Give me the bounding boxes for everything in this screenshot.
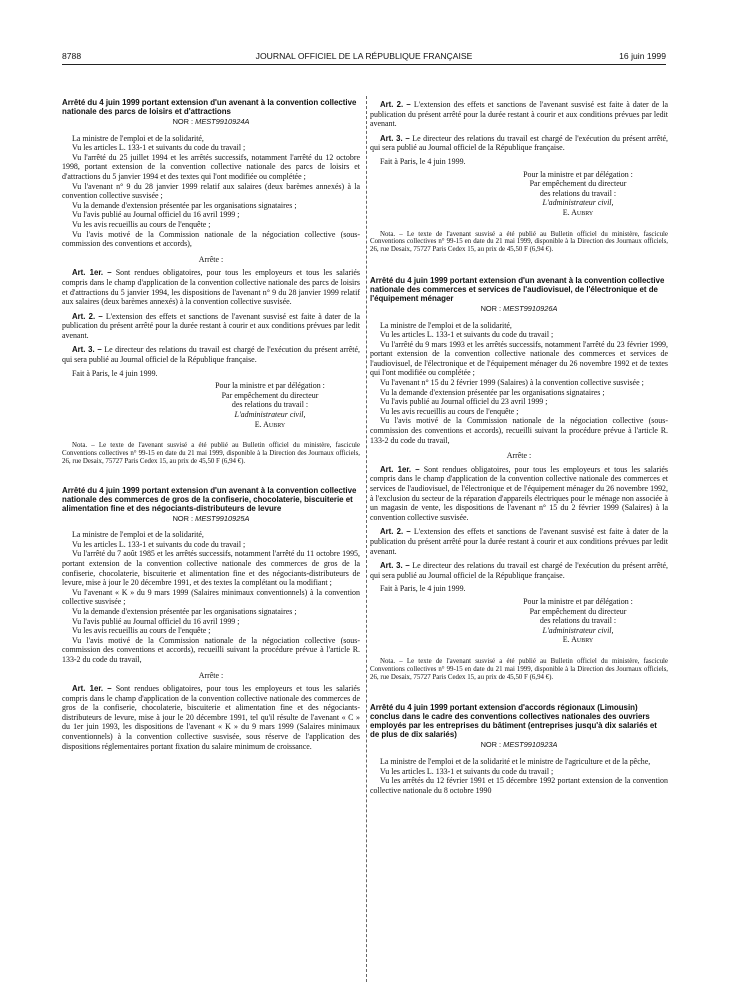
signature-line: Par empêchement du directeur bbox=[221, 390, 319, 400]
article-text: Le directeur des relations du travail est chargé de l'exécution du présent arrêté, qui sera publié au Journal officiel de la République française. bbox=[370, 561, 668, 580]
nota-note: Nota. – Le texte de l'avenant susvisé a été publié au Bulletin officiel du ministère, fascicule Conventions collectives n° 99-15 en date du 21 mai 1999, disponible à la Direction des Journaux officiels, 26, rue Desaix, 75727 Paris Cedex 15, au prix de 45,50 F (6,94 €). bbox=[62, 442, 360, 465]
signature-line: Par empêchement du directeur bbox=[529, 606, 627, 616]
visa-line: Vu les articles L. 133-1 et suivants du code du travail ; bbox=[380, 766, 554, 776]
nor-reference bbox=[370, 304, 668, 314]
signature-line: L'administrateur civil, bbox=[234, 410, 306, 420]
article-1 bbox=[62, 268, 360, 306]
nor-code: MEST9910925A bbox=[195, 513, 250, 523]
article-label: Art. 2. – bbox=[380, 527, 411, 537]
visa-line: Vu l'avenant n° 15 du 2 février 1999 (Salaires) à la convention collective susvisée ; bbox=[380, 378, 644, 388]
article-text: Le directeur des relations du travail est chargé de l'exécution du présent arrêté, qui sera publié au Journal officiel de la République française. bbox=[370, 133, 668, 153]
signature-block bbox=[488, 597, 668, 645]
signature-line: L'administrateur civil, bbox=[542, 625, 614, 635]
article-2 bbox=[370, 100, 668, 129]
signature-line: Pour la ministre et par délégation : bbox=[523, 169, 633, 179]
article-text: Sont rendues obligatoires, pour tous les employeurs et tous les salariés compris dans le champ d'application de la convention collective nationale des parcs de loisirs et d'attractions du 5 janvier 1994, les dispositions de l'avenant n° 9 du 28 janvier 1999 relatif aux salaires (deux barèmes annexés) à la convention collective susvisée. bbox=[62, 268, 360, 307]
visa-line: Vu la demande d'extension présentée par les organisations signataires ; bbox=[72, 200, 297, 210]
visa-line: Vu l'avis motivé de la Commission nationale de la négociation collective (sous-commission des conventions et accords), recueilli suivant la procédure prévue à l'article R. 133-2 du code du travail, bbox=[62, 635, 360, 664]
ministre-line: La ministre de l'emploi et de la solidarité et le ministre de l'agriculture et de la pêche, bbox=[380, 756, 651, 766]
signature-line: des relations du travail : bbox=[539, 616, 617, 626]
ministre-line: La ministre de l'emploi et de la solidarité, bbox=[380, 320, 512, 330]
article-3 bbox=[370, 134, 668, 153]
visa-line: Vu les avis recueillis au cours de l'enquête ; bbox=[72, 626, 211, 636]
nor-label: NOR : bbox=[172, 513, 194, 523]
decree-commerces-gros-confiserie bbox=[62, 486, 360, 752]
article-label: Art. 1er. – bbox=[72, 684, 112, 694]
page-header bbox=[62, 50, 666, 65]
article-label: Art. 2. – bbox=[72, 311, 103, 321]
decree-parcs-loisirs-continued bbox=[370, 100, 668, 254]
article-text: L'extension des effets et sanctions de l'avenant susvisé est faite à dater de la publication du présent arrêté pour la durée restant à courir et aux conditions prévues par ledit avenant. bbox=[370, 100, 669, 129]
article-3 bbox=[62, 345, 360, 364]
nor-code: MEST9910926A bbox=[503, 303, 558, 313]
nota-note: Nota. – Le texte de l'avenant susvisé a été publié au Bulletin officiel du ministère, fascicule Conventions collectives n° 99-15 en date du 21 mai 1999, disponible à la Direction des Journaux officiels, 26, rue Desaix, 75727 Paris Cedex 15, au prix de 45,50 F (6,94 €). bbox=[370, 657, 668, 681]
issue-date: 16 juin 1999 bbox=[619, 51, 666, 61]
visa-line: Vu l'avis publié au Journal officiel du 23 avril 1999 ; bbox=[380, 397, 548, 407]
decree-title: Arrêté du 4 juin 1999 portant extension d'un avenant à la convention collective nationale des parcs de loisirs et d'attractions bbox=[62, 98, 357, 116]
article-text: L'extension des effets et sanctions de l'avenant susvisé est faite à dater de la publication du présent arrêté pour la durée restant à courir et aux conditions prévues par ledit avenant. bbox=[62, 311, 361, 340]
signature-line: Par empêchement du directeur bbox=[529, 179, 627, 189]
decree-title: Arrêté du 4 juin 1999 portant extension d'accords régionaux (Limousin) conclus dans le cadre des conventions collectives nationales des ouvriers employés par les entreprises du bâtiment (entreprises jusqu'à dix salariés et de plus de dix salariés) bbox=[370, 703, 657, 740]
nor-reference bbox=[62, 117, 360, 127]
visa-line: Vu les articles L. 133-1 et suivants du code du travail ; bbox=[72, 143, 246, 153]
article-2 bbox=[62, 312, 360, 341]
article-1 bbox=[370, 465, 668, 523]
signature-line: L'administrateur civil, bbox=[542, 198, 614, 208]
ministre-line: La ministre de l'emploi et de la solidarité, bbox=[72, 530, 204, 540]
article-text: Le directeur des relations du travail est chargé de l'exécution du présent arrêté, qui sera publié au Journal officiel de la République française. bbox=[62, 345, 360, 365]
article-label: Art. 2. – bbox=[380, 100, 411, 109]
visa-line: Vu les avis recueillis au cours de l'enquête ; bbox=[380, 406, 519, 416]
article-text: L'extension des effets et sanctions de l'avenant susvisé est faite à dater de la publication du présent arrêté pour la durée restant à courir et aux conditions prévues par ledit avenant. bbox=[370, 527, 669, 556]
visa-line: Vu les articles L. 133-1 et suivants du code du travail ; bbox=[380, 330, 554, 340]
signature-block bbox=[180, 381, 360, 429]
article-2 bbox=[370, 527, 668, 556]
nor-reference bbox=[62, 514, 360, 524]
decree-title: Arrêté du 4 juin 1999 portant extension d'un avenant à la convention collective nationale des commerces de gros de la confiserie, chocolaterie, biscuiterie et alimentation fine et des négociants-distributeurs de levure bbox=[62, 485, 357, 513]
article-label: Art. 3. – bbox=[380, 561, 410, 571]
article-label: Art. 3. – bbox=[72, 345, 102, 355]
left-column bbox=[62, 98, 360, 751]
visa-line: Vu la demande d'extension présentée par les organisations signataires ; bbox=[72, 606, 297, 616]
signature-block bbox=[488, 170, 668, 218]
decree-parcs-loisirs bbox=[62, 98, 360, 466]
decree-title: Arrêté du 4 juin 1999 portant extension d'un avenant à la convention collective nationale des commerces et services de l'audiovisuel, de l'électronique et de l'équipement ménager bbox=[370, 275, 665, 303]
nor-label: NOR : bbox=[172, 117, 194, 126]
visa-line: Vu les arrêtés du 12 février 1991 et 15 décembre 1992 portant extension de la convention collective nationale du 8 octobre 1990 bbox=[370, 776, 668, 795]
signature-line: Pour la ministre et par délégation : bbox=[523, 596, 633, 606]
nota-note: Nota. – Le texte de l'avenant susvisé a été publié au Bulletin officiel du ministère, fascicule Conventions collectives n° 99-15 en date du 21 mai 1999, disponible à la Direction des Journaux officiels, 26, rue Desaix, 75727 Paris Cedex 15, au prix de 45,50 F (6,94 €). bbox=[370, 230, 668, 254]
article-3 bbox=[370, 561, 668, 580]
article-label: Art. 3. – bbox=[380, 133, 410, 143]
visa-line: Vu l'avenant « K » du 9 mars 1999 (Salaires minimaux conventionnels) à la convention collective susvisée ; bbox=[62, 587, 360, 607]
visa-line: Vu l'avis motivé de la Commission nationale de la négociation collective (sous-commission des conventions et accords), bbox=[62, 229, 360, 249]
ministre-line: La ministre de l'emploi et de la solidarité, bbox=[72, 133, 204, 143]
visa-line: Vu les articles L. 133-1 et suivants du code du travail ; bbox=[72, 539, 246, 549]
visa-line: Vu l'avis publié au Journal officiel du 16 avril 1999 ; bbox=[72, 210, 240, 220]
nor-reference bbox=[370, 740, 668, 750]
visa-line: Vu l'arrêté du 7 août 1985 et les arrêtés successifs, notamment l'arrêté du 11 octobre 1995, portant extension de la convention collective nationale des commerces de gros de la confiserie, chocolaterie, biscuiterie et alimentation fine et des négociants-distributeurs de levure, mise à jour le 20 décembre 1991, et des textes la complétant ou la modifiant ; bbox=[62, 549, 360, 588]
article-text: Sont rendues obligatoires, pour tous les employeurs et tous les salariés compris dans le champ d'application de la convention collective nationale des commerces et services de l'audiovisuel, de l'électronique et de l'équipement ménager du 26 novembre 1992, à l'exclusion du secteur de la réparation d'appareils électriques pour le ménage non associée à un magasin de vente, les dispositions de l'avenant n° 15 du 2 février 1999 (Salaires) à la convention collective susvisée. bbox=[370, 464, 668, 522]
signature-line: Pour la ministre et par délégation : bbox=[215, 381, 325, 391]
visa-line: Vu la demande d'extension présentée par les organisations signataires ; bbox=[380, 387, 605, 397]
nor-code: MEST9910924A bbox=[195, 117, 250, 126]
arrete-heading: Arrête : bbox=[198, 670, 224, 680]
date-place: Fait à Paris, le 4 juin 1999. bbox=[380, 156, 466, 166]
nor-label: NOR : bbox=[480, 303, 502, 313]
right-column bbox=[370, 100, 668, 795]
article-text: Sont rendues obligatoires, pour tous les employeurs et tous les salariés compris dans le champ d'application de la convention collective nationale des commerces de gros de la confiserie, chocolaterie, biscuiterie et alimentation fine et des négociants-distributeurs de levure, mise à jour le 20 décembre 1991, tel qu'il résulte de l'avenant « C » du 1er juin 1993, les dispositions de l'avenant « K » du 9 mars 1999 (Salaires minimaux conventionnels) à la convention collective susvisée, sous réserve de l'application des dispositions réglementaires portant fixation du salaire minimum de croissance. bbox=[62, 684, 360, 751]
article-label: Art. 1er. – bbox=[72, 268, 112, 278]
signatory-name: E. Aubry bbox=[562, 635, 594, 645]
date-place: Fait à Paris, le 4 juin 1999. bbox=[72, 368, 158, 378]
decree-audiovisuel bbox=[370, 276, 668, 681]
journal-title: JOURNAL OFFICIEL DE LA RÉPUBLIQUE FRANÇAISE bbox=[255, 51, 473, 61]
signature-line: des relations du travail : bbox=[231, 400, 309, 410]
article-label: Art. 1er. – bbox=[380, 464, 420, 474]
article-1 bbox=[62, 684, 360, 751]
visa-line: Vu l'avis motivé de la Commission nationale de la négociation collective (sous-commission des conventions et accords), recueilli suivant la procédure prévue à l'article R. 133-2 du code du travail, bbox=[370, 416, 668, 445]
visa-line: Vu les avis recueillis au cours de l'enquête ; bbox=[72, 219, 211, 229]
column-divider bbox=[366, 96, 367, 982]
visa-line: Vu l'avis publié au Journal officiel du 16 avril 1999 ; bbox=[72, 616, 240, 626]
date-place: Fait à Paris, le 4 juin 1999. bbox=[380, 584, 466, 594]
nor-label: NOR : bbox=[480, 740, 502, 750]
page-number: 8788 bbox=[62, 51, 82, 61]
arrete-heading: Arrête : bbox=[198, 254, 224, 264]
signatory-name: E. Aubry bbox=[562, 207, 594, 217]
arrete-heading: Arrête : bbox=[506, 451, 532, 461]
visa-line: Vu l'arrêté du 9 mars 1993 et les arrêtés successifs, notamment l'arrêté du 23 février 1999, portant extension de la convention collective nationale des commerces et services de l'audiovisuel, de l'électronique et de l'équipement ménager du 26 novembre 1992 et de textes qui l'ont modifiée ou complétée ; bbox=[370, 339, 668, 378]
signatory-name: E. Aubry bbox=[254, 419, 286, 429]
visa-line: Vu l'avenant n° 9 du 28 janvier 1999 relatif aux salaires (deux barèmes annexés) à la convention collective susvisée ; bbox=[62, 181, 360, 201]
decree-batiment-limousin bbox=[370, 703, 668, 795]
signature-line: des relations du travail : bbox=[539, 188, 617, 198]
visa-line: Vu l'arrêté du 25 juillet 1994 et les arrêtés successifs, notamment l'arrêté du 12 octobre 1998, portant extension de la convention collective nationale des parcs de loisirs et d'attractions du 5 janvier 1994 et des textes qui l'ont modifiée ou complétée ; bbox=[62, 152, 360, 181]
nor-code: MEST9910923A bbox=[503, 740, 558, 750]
